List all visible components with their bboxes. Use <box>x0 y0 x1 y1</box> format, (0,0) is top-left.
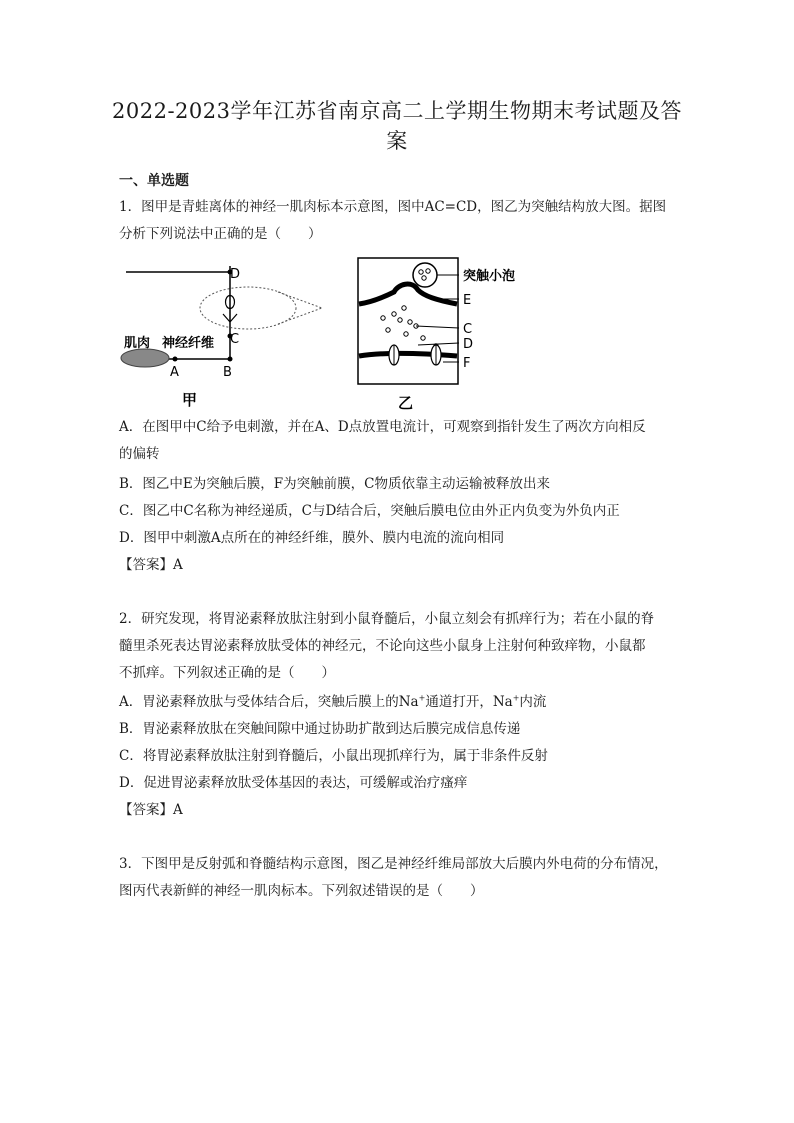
q2-option-a-post: 内流 <box>519 694 547 710</box>
q3-stem <box>119 851 683 905</box>
q1-option-c: C．图乙中C名称为神经递质，C与D结合后，突触后膜电位由外正内负变为外负内正 <box>119 503 620 519</box>
point-b-dot <box>228 357 233 362</box>
point-b-label: B <box>223 365 232 380</box>
zoom-line-bottom <box>278 308 322 324</box>
zoom-ellipse <box>200 287 296 329</box>
q3-stem-line-2: 图丙代表新鲜的神经一肌肉标本。下列叙述错误的是（ ） <box>119 883 484 899</box>
q3-stem-line-1: 3．下图甲是反射弧和脊髓结构示意图，图乙是神经纤维局部放大后膜内外电荷的分布情况， <box>119 856 668 872</box>
q1-option-b: B．图乙中E为突触后膜，F为突触前膜，C物质依靠主动运输被释放出来 <box>119 476 550 492</box>
point-yi-d-label: D <box>463 337 474 352</box>
q1-figure <box>118 256 516 416</box>
title-line-1: 2022-2023学年江苏省南京高二上学期生物期末考试题及答 <box>112 99 682 123</box>
point-c-label: C <box>230 332 240 347</box>
postsynaptic-membrane <box>359 353 457 356</box>
q2-stem-line-2: 髓里杀死表达胃泌素释放肽受体的神经元，不论向这些小鼠身上注射何种致痒物，小鼠都 <box>119 638 646 654</box>
q2-stem <box>119 606 683 687</box>
point-f-label: F <box>463 356 471 371</box>
q2-option-a-mid: 通道打开，Na <box>425 694 513 710</box>
q1-option-a <box>119 414 683 468</box>
plus-superscript: + <box>418 693 426 703</box>
nerve-label: 神经纤维 <box>162 336 215 351</box>
q2-stem-line-1: 2．研究发现，将胃泌素释放肽注射到小鼠脊髓后，小鼠立刻会有抓痒行为；若在小鼠的脊 <box>119 611 655 627</box>
point-yi-c-label: C <box>463 322 473 337</box>
q1-stem <box>119 194 683 248</box>
vesicle-label: 突触小泡 <box>463 269 516 284</box>
q2-option-c: C．将胃泌素释放肽注射到脊髓后，小鼠出现抓痒行为，属于非条件反射 <box>119 748 548 764</box>
q2-answer: 【答案】A <box>119 802 183 818</box>
point-a-label: A <box>170 365 179 380</box>
figure-jia-label: 甲 <box>182 391 198 409</box>
q2-option-b: B．胃泌素释放肽在突触间隙中通过协助扩散到达后膜完成信息传递 <box>119 721 521 737</box>
muscle-shape <box>121 349 169 367</box>
q2-option-d: D．促进胃泌素释放肽受体基因的表达，可缓解或治疗瘙痒 <box>119 775 468 791</box>
title-line-2: 案 <box>386 129 408 153</box>
muscle-label: 肌肉 <box>124 336 151 351</box>
plus-superscript: + <box>512 693 520 703</box>
q1-option-a-line-1: A．在图甲中C给予电刺激，并在A、D点放置电流计，可观察到指针发生了两次方向相反 <box>119 419 646 435</box>
point-e-label: E <box>463 293 472 308</box>
q1-stem-line-2: 分析下列说法中正确的是（ ） <box>119 226 322 242</box>
section-title: 一、单选题 <box>119 173 189 189</box>
q2-option-a <box>119 692 546 712</box>
figure-jia <box>121 266 322 409</box>
point-d-label: D <box>230 267 241 282</box>
q1-stem-line-1: 1．图甲是青蛙离体的神经一肌肉标本示意图，图中AC=CD，图乙为突触结构放大图。据图 <box>119 199 667 215</box>
q2-stem-line-3: 不抓痒。下列叙述正确的是（ ） <box>119 665 335 681</box>
page-title <box>110 96 684 156</box>
q2-option-a-pre: A．胃泌素释放肽与受体结合后，突触后膜上的Na <box>119 694 419 710</box>
figure-yi-label: 乙 <box>398 394 414 412</box>
q1-option-a-line-2: 的偏转 <box>119 446 160 462</box>
figure-yi <box>358 258 515 412</box>
point-a-dot <box>173 357 178 362</box>
q1-figure-svg <box>118 256 516 416</box>
q1-option-d: D．图甲中刺激A点所在的神经纤维，膜外、膜内电流的流向相同 <box>119 530 505 546</box>
q1-answer: 【答案】A <box>119 557 183 573</box>
